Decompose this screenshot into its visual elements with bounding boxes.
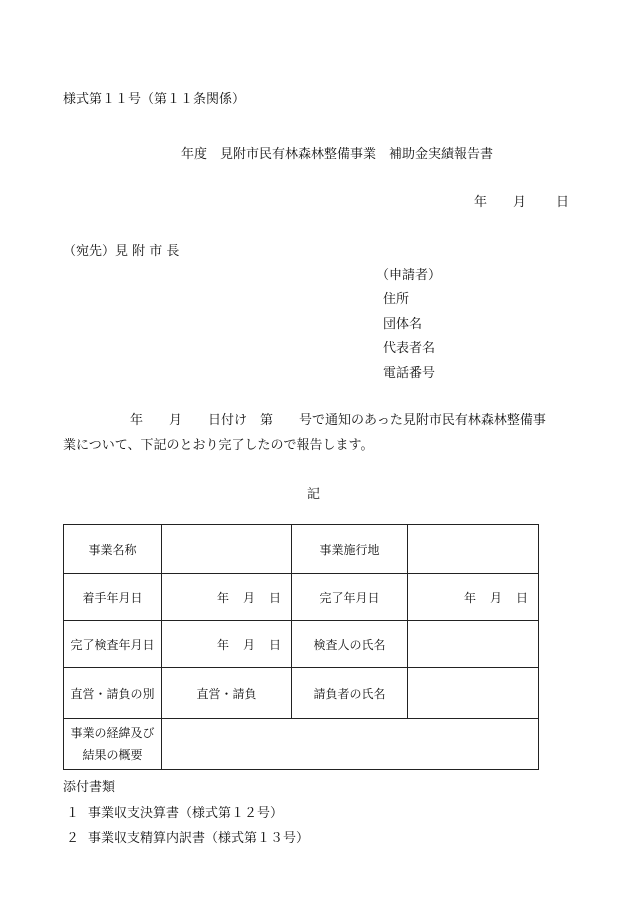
summary-label-line-2: 結果の概要 bbox=[82, 748, 143, 762]
site-field[interactable] bbox=[408, 525, 539, 574]
method-field[interactable]: 直営・請負 bbox=[162, 668, 292, 719]
inspection-date-field[interactable] bbox=[162, 621, 292, 668]
complete-month: 月 bbox=[489, 590, 502, 605]
complete-date-field[interactable] bbox=[408, 574, 539, 621]
complete-year: 年 bbox=[463, 590, 476, 605]
attachment-item bbox=[66, 827, 309, 846]
attachment-number: １ bbox=[66, 806, 80, 821]
applicant-label: （申請者） bbox=[376, 268, 442, 283]
project-name-field[interactable] bbox=[162, 525, 292, 574]
summary-label bbox=[64, 719, 162, 770]
attachment-text: 事業収支決算書（様式第１２号） bbox=[88, 806, 284, 821]
attachment-text: 事業収支精算内訳書（様式第１３号） bbox=[88, 831, 310, 846]
summary-field[interactable] bbox=[162, 719, 539, 770]
attachment-item bbox=[66, 802, 283, 821]
contractor-label: 請負者の氏名 bbox=[292, 668, 408, 719]
inspection-date-label: 完了検査年月日 bbox=[64, 621, 162, 668]
inspector-label: 検査人の氏名 bbox=[292, 621, 408, 668]
report-date bbox=[474, 191, 569, 210]
applicant-phone-label: 電話番号 bbox=[383, 366, 436, 381]
inspection-year: 年 bbox=[216, 637, 229, 652]
form-number: 様式第１１号（第１１条関係） bbox=[63, 92, 246, 107]
inspector-field[interactable] bbox=[408, 621, 539, 668]
attachments-heading: 添付書類 bbox=[63, 780, 116, 795]
start-year: 年 bbox=[216, 590, 229, 605]
date-month: 月 bbox=[513, 195, 527, 210]
applicant-group-label: 団体名 bbox=[383, 317, 423, 332]
attachment-number: ２ bbox=[66, 831, 80, 846]
date-day: 日 bbox=[556, 195, 570, 210]
method-label: 直営・請負の別 bbox=[64, 668, 162, 719]
document-title: 年度 見附市民有林森林整備事業 補助金実績報告書 bbox=[181, 147, 494, 162]
complete-day: 日 bbox=[515, 590, 528, 605]
inspection-month: 月 bbox=[242, 637, 255, 652]
start-date-label: 着手年月日 bbox=[64, 574, 162, 621]
summary-label-line-1: 事業の経緯及び bbox=[70, 726, 155, 740]
complete-date-label: 完了年月日 bbox=[292, 574, 408, 621]
table-row bbox=[64, 574, 539, 621]
inspection-day: 日 bbox=[268, 637, 281, 652]
applicant-representative-label: 代表者名 bbox=[383, 341, 436, 356]
date-year: 年 bbox=[474, 195, 488, 210]
record-table bbox=[63, 524, 539, 770]
table-row bbox=[64, 621, 539, 668]
start-month: 月 bbox=[242, 590, 255, 605]
body-text-line-2: 業について、下記のとおり完了したので報告します。 bbox=[63, 438, 374, 453]
start-date-field[interactable] bbox=[162, 574, 292, 621]
table-row bbox=[64, 668, 539, 719]
addressee: （宛先）見 附 市 長 bbox=[63, 244, 180, 259]
site-label: 事業施行地 bbox=[292, 525, 408, 574]
applicant-address-label: 住所 bbox=[383, 292, 410, 307]
contractor-field[interactable] bbox=[408, 668, 539, 719]
body-text-line-1: 年 月 日付け 第 号で通知のあった見附市民有林森林整備事 bbox=[130, 413, 546, 428]
project-name-label: 事業名称 bbox=[64, 525, 162, 574]
start-day: 日 bbox=[268, 590, 281, 605]
ki-mark: 記 bbox=[307, 487, 321, 502]
table-row bbox=[64, 525, 539, 574]
table-row bbox=[64, 719, 539, 770]
